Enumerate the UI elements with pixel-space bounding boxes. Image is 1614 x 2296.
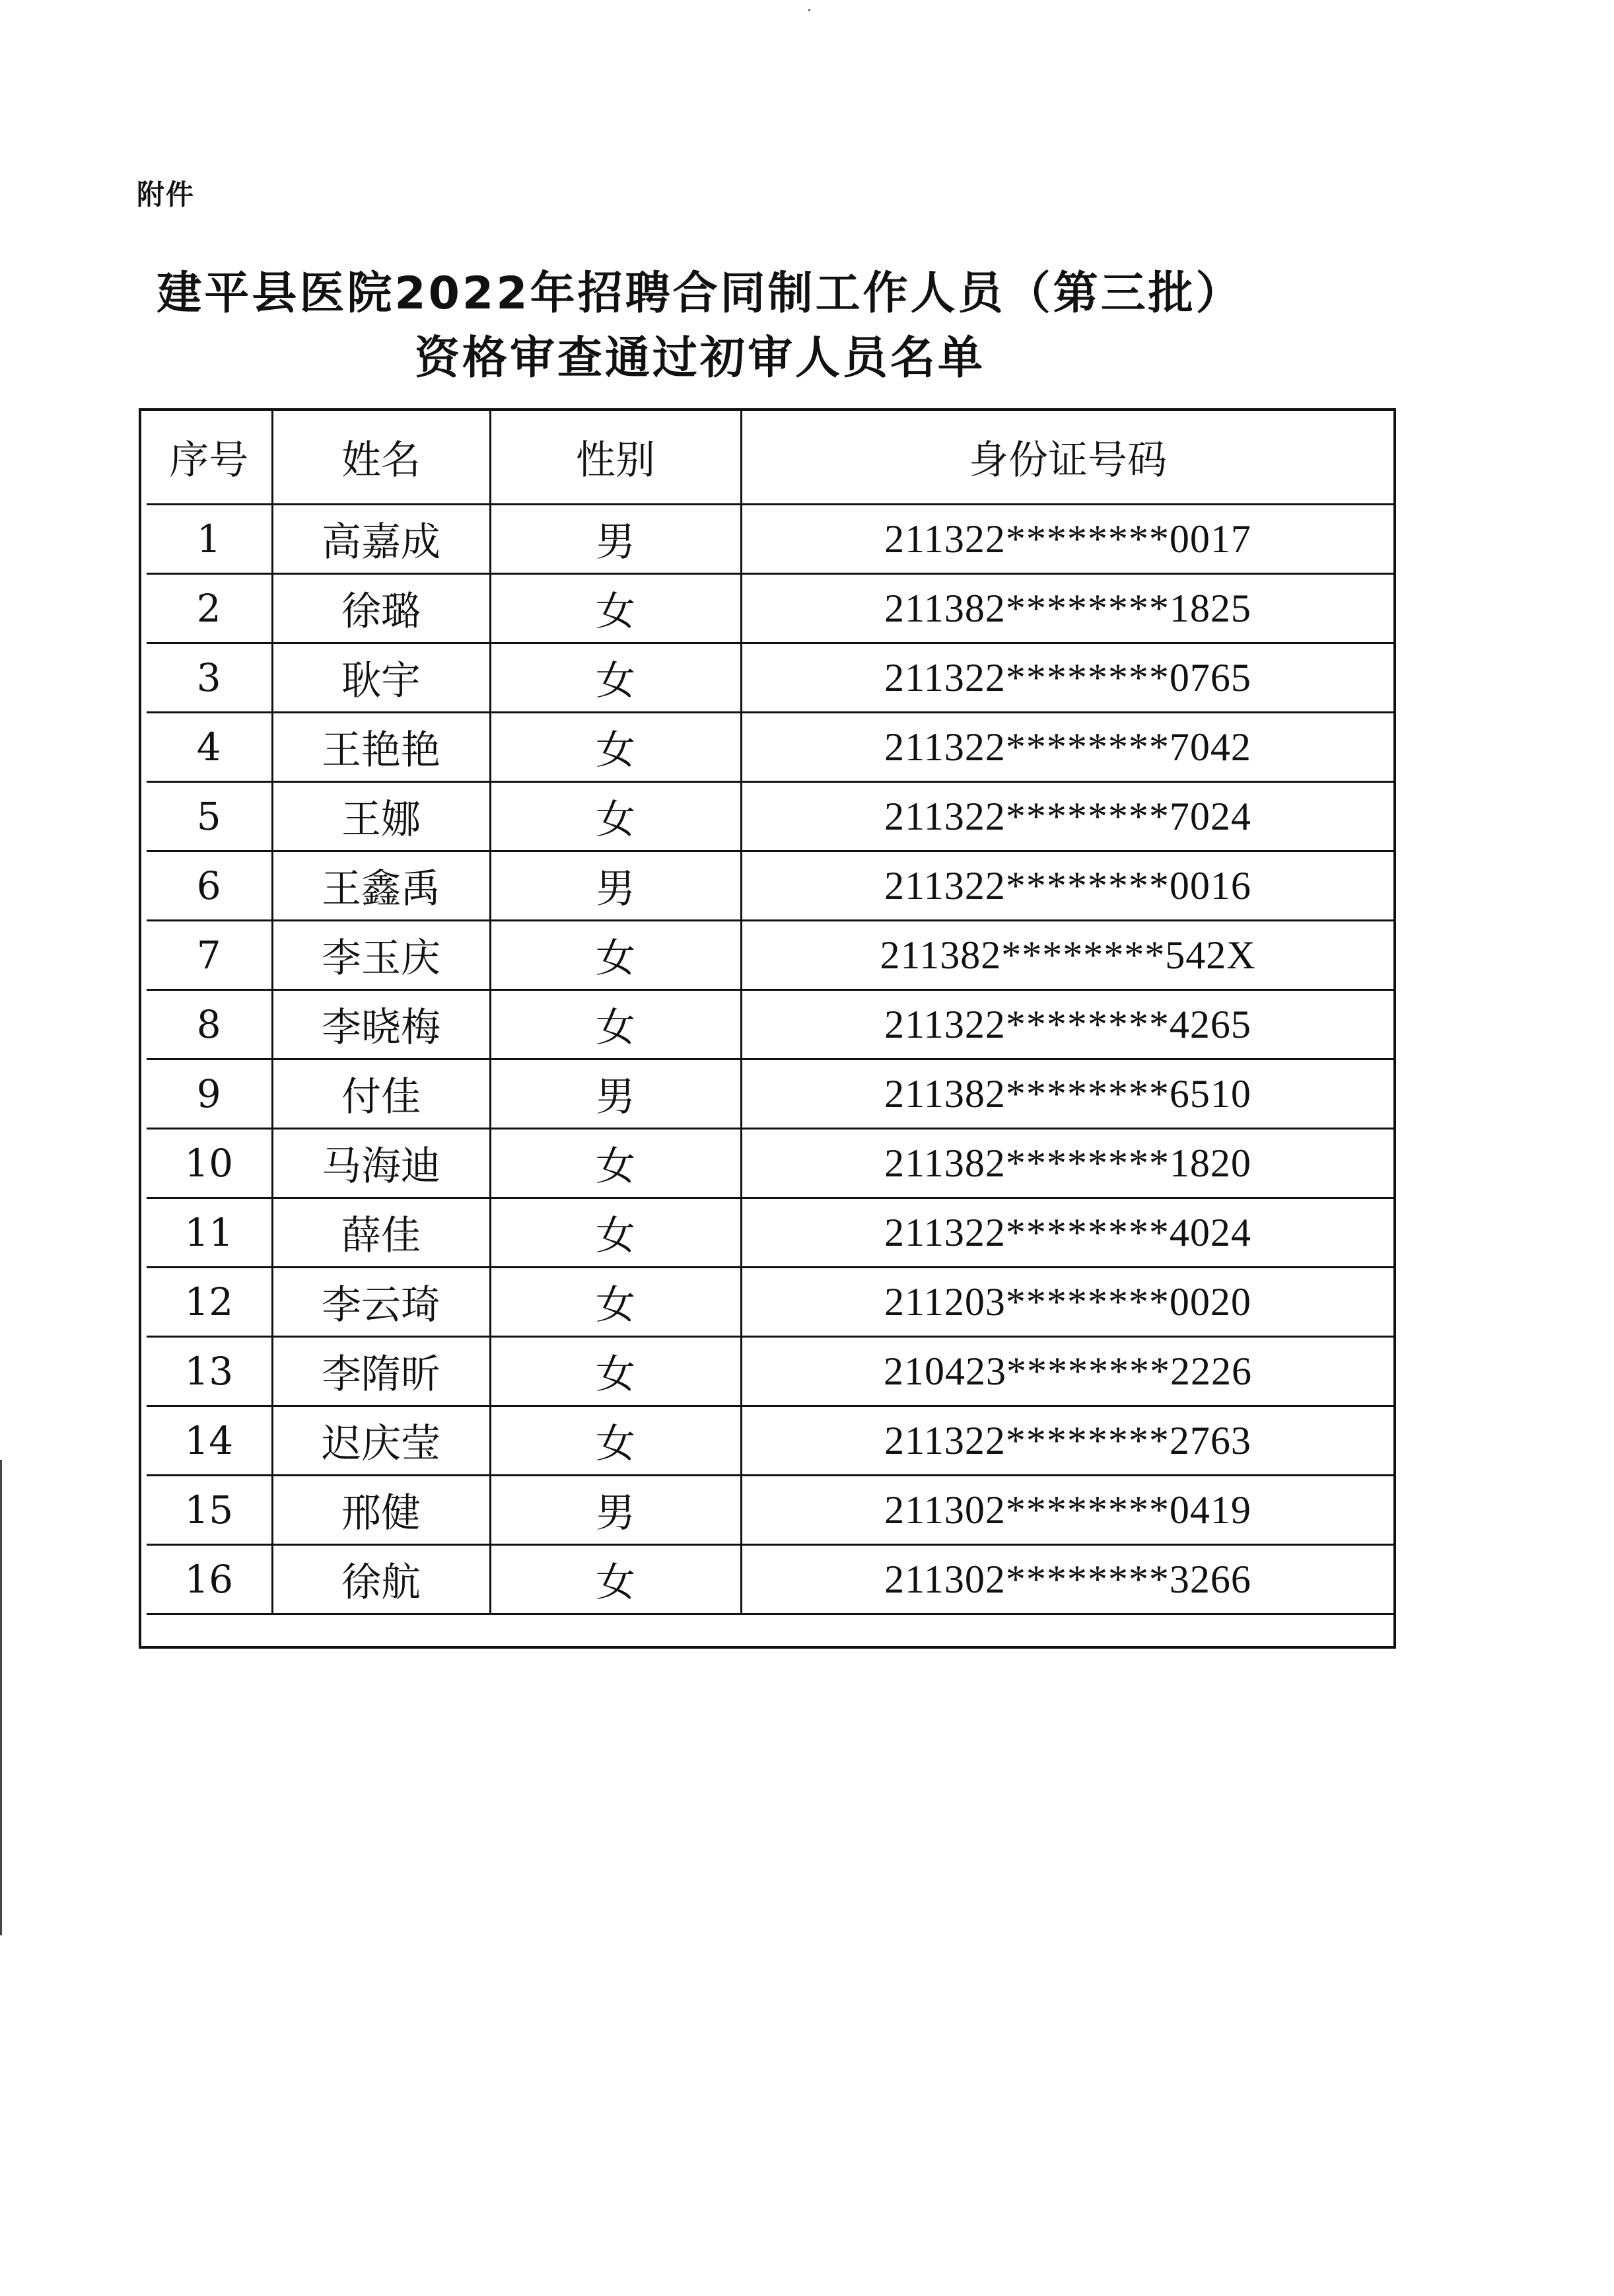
gender-cell: 女: [490, 990, 741, 1059]
table-row: [147, 574, 1395, 643]
roster-table-frame: [139, 408, 1396, 1649]
table-row: [147, 505, 1395, 574]
id-number-cell: 211382********1820: [741, 1129, 1395, 1198]
gender-cell: 女: [490, 1268, 741, 1337]
gender-cell: 女: [490, 713, 741, 782]
id-number-cell: 211382********542X: [741, 921, 1395, 990]
row-number-cell: 1: [147, 505, 272, 574]
id-number-cell: 211322********7042: [741, 713, 1395, 782]
document-title-line-2: 资格审查通过初审人员名单: [414, 332, 985, 384]
table-row: [147, 1198, 1395, 1268]
table-row: [147, 643, 1395, 713]
name-cell: 高嘉成: [272, 505, 490, 574]
id-number-cell: 211302********0419: [741, 1476, 1395, 1545]
id-number-cell: 211203********0020: [741, 1268, 1395, 1337]
table-row: [147, 1406, 1395, 1476]
id-number-cell: 211322********0765: [741, 643, 1395, 713]
name-cell: 徐璐: [272, 574, 490, 643]
table-row: [147, 1545, 1395, 1614]
table-row: [147, 990, 1395, 1059]
id-number-cell: 211322********0017: [741, 505, 1395, 574]
gender-cell: 女: [490, 1129, 741, 1198]
header-id-number: 身份证号码: [741, 411, 1395, 505]
gender-cell: 女: [490, 921, 741, 990]
gender-cell: 女: [490, 1337, 741, 1406]
gender-cell: 男: [490, 1476, 741, 1545]
gender-cell: 女: [490, 782, 741, 851]
name-cell: 王艳艳: [272, 713, 490, 782]
roster-table: [147, 411, 1396, 1615]
table-body: [147, 505, 1395, 1614]
id-number-cell: 211382********6510: [741, 1059, 1395, 1129]
row-number-cell: 10: [147, 1129, 272, 1198]
scan-speck: [808, 9, 810, 11]
id-number-cell: 210423********2226: [741, 1337, 1395, 1406]
id-number-cell: 211322********0016: [741, 851, 1395, 921]
row-number-cell: 6: [147, 851, 272, 921]
name-cell: 李云琦: [272, 1268, 490, 1337]
name-cell: 薛佳: [272, 1198, 490, 1268]
table-row: [147, 713, 1395, 782]
gender-cell: 女: [490, 1545, 741, 1614]
gender-cell: 男: [490, 851, 741, 921]
row-number-cell: 11: [147, 1198, 272, 1268]
table-row: [147, 1129, 1395, 1198]
scan-edge-mark: [0, 1460, 2, 1935]
id-number-cell: 211322********4265: [741, 990, 1395, 1059]
attachment-label: 附件: [137, 178, 195, 211]
id-number-cell: 211322********2763: [741, 1406, 1395, 1476]
name-cell: 王娜: [272, 782, 490, 851]
id-number-cell: 211302********3266: [741, 1545, 1395, 1614]
name-cell: 邢健: [272, 1476, 490, 1545]
name-cell: 耿宇: [272, 643, 490, 713]
row-number-cell: 5: [147, 782, 272, 851]
row-number-cell: 16: [147, 1545, 272, 1614]
row-number-cell: 9: [147, 1059, 272, 1129]
name-cell: 付佳: [272, 1059, 490, 1129]
name-cell: 李玉庆: [272, 921, 490, 990]
id-number-cell: 211322********4024: [741, 1198, 1395, 1268]
row-number-cell: 12: [147, 1268, 272, 1337]
id-number-cell: 211322********7024: [741, 782, 1395, 851]
name-cell: 徐航: [272, 1545, 490, 1614]
gender-cell: 男: [490, 1059, 741, 1129]
table-row: [147, 1476, 1395, 1545]
table-header-row: [147, 411, 1395, 505]
gender-cell: 女: [490, 1406, 741, 1476]
table-row: [147, 782, 1395, 851]
header-no: 序号: [147, 411, 272, 505]
table-row: [147, 1268, 1395, 1337]
header-name: 姓名: [272, 411, 490, 505]
document-title-line-1: 建平县医院2022年招聘合同制工作人员（第三批）: [157, 268, 1244, 320]
name-cell: 王鑫禹: [272, 851, 490, 921]
row-number-cell: 7: [147, 921, 272, 990]
gender-cell: 女: [490, 1198, 741, 1268]
row-number-cell: 14: [147, 1406, 272, 1476]
name-cell: 李隋昕: [272, 1337, 490, 1406]
row-number-cell: 4: [147, 713, 272, 782]
row-number-cell: 8: [147, 990, 272, 1059]
row-number-cell: 3: [147, 643, 272, 713]
table-row: [147, 851, 1395, 921]
header-gender: 性别: [490, 411, 741, 505]
row-number-cell: 2: [147, 574, 272, 643]
table-row: [147, 1337, 1395, 1406]
name-cell: 马海迪: [272, 1129, 490, 1198]
row-number-cell: 13: [147, 1337, 272, 1406]
name-cell: 李晓梅: [272, 990, 490, 1059]
id-number-cell: 211382********1825: [741, 574, 1395, 643]
gender-cell: 男: [490, 505, 741, 574]
gender-cell: 女: [490, 643, 741, 713]
gender-cell: 女: [490, 574, 741, 643]
name-cell: 迟庆莹: [272, 1406, 490, 1476]
table-row: [147, 1059, 1395, 1129]
row-number-cell: 15: [147, 1476, 272, 1545]
table-row: [147, 921, 1395, 990]
